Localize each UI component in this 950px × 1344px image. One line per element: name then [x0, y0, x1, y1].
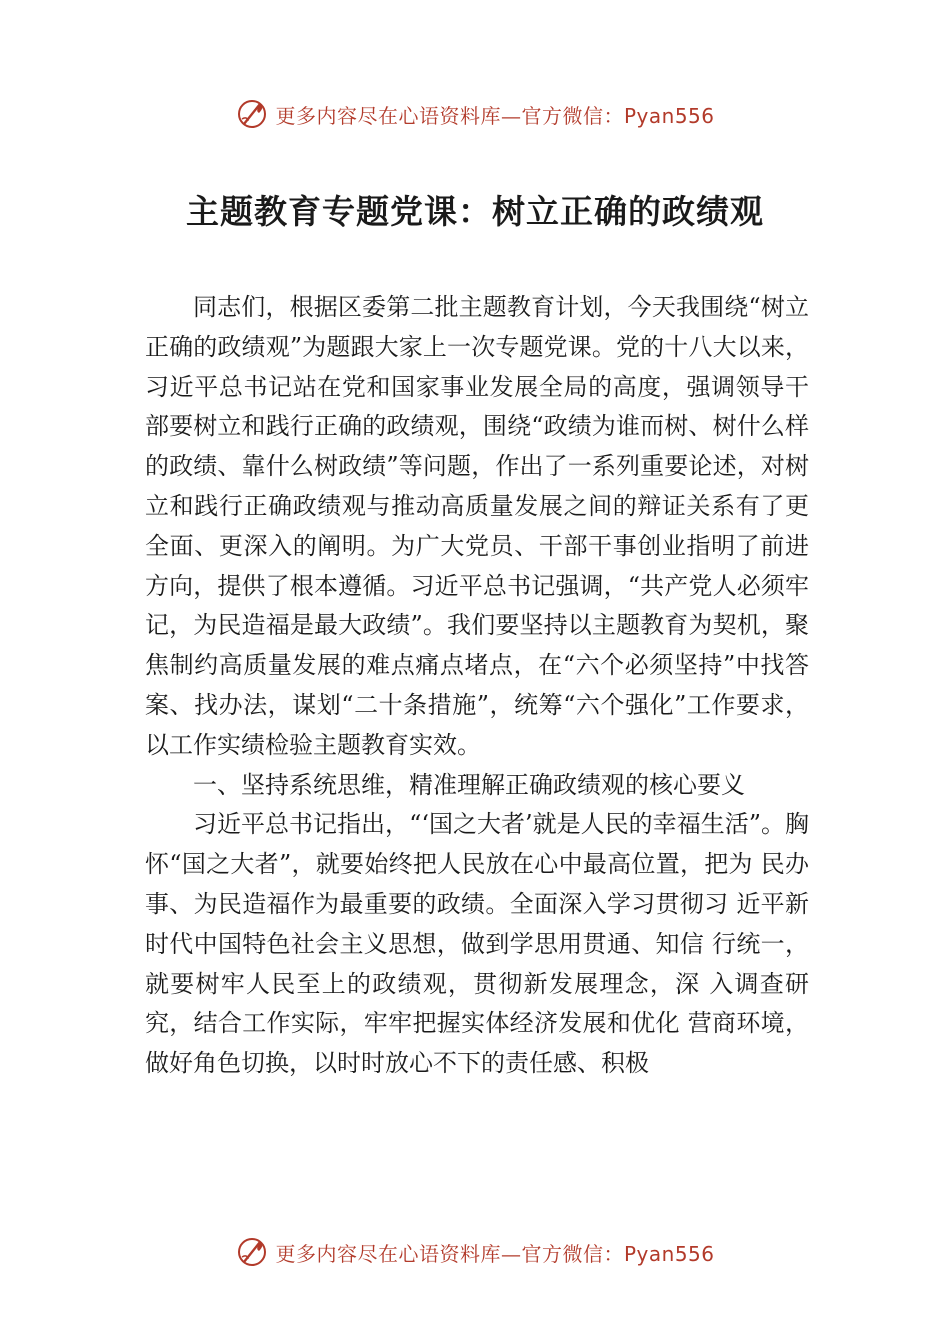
- banner-label: 更多内容尽在心语资料库—官方微信：: [275, 103, 624, 128]
- header-banner: [0, 94, 950, 134]
- paragraph-section-1: 习近平总书记指出，“‘国之大者’就是人民的幸福生活”。胸怀“国之大者”，就要始终把人民放在心中最高位置，把为 民办事、为民造福作为最重要的政绩。全面深入学习贯彻习 近平新时代中国特色社会主义思想，做到学思用贯通、知信 行统一，就要树牢人民至上的政绩观，贯彻新发展理念，深 入调查研究，结合工作实际，牢牢把握实体经济发展和优化 营商环境，做好角色切换，以时时放心不下的责任感、积极: [145, 810, 809, 1078]
- footer-banner: [0, 1232, 950, 1272]
- quill-logo-icon: [235, 1235, 269, 1269]
- banner-text: [275, 1238, 714, 1267]
- document-body: [145, 288, 809, 1084]
- banner-label: 更多内容尽在心语资料库—官方微信：: [275, 1241, 624, 1266]
- wechat-id: Pyan556: [623, 1241, 715, 1266]
- quill-logo-icon: [235, 97, 269, 131]
- paragraph-intro: 同志们，根据区委第二批主题教育计划，今天我围绕“树立正确的政绩观”为题跟大家上一次专题党课。党的十八大以来，习近平总书记站在党和国家事业发展全局的高度，强调领导干部要树立和践行正确的政绩观，围绕“政绩为谁而树、树什么样的政绩、靠什么树政绩”等问题，作出了一系列重要论述，对树立和践行正确政绩观与推动高质量发展之间的辩证关系有了更全面、更深入的阐明。为广大党员、干部干事创业指明了前进方向，提供了根本遵循。习近平总书记强调，“共产党人必须牢记，为民造福是最大政绩”。我们要坚持以主题教育为契机，聚焦制约高质量发展的难点痛点堵点，在“六个必须坚持”中找答案、找办法，谋划“二十条措施”，统筹“六个强化”工作要求，以工作实绩检验主题教育实效。: [145, 293, 809, 759]
- document-title: 主题教育专题党课：树立正确的政绩观: [186, 192, 764, 231]
- banner-text: [275, 100, 714, 129]
- section-heading-1: 一、坚持系统思维，精准理解正确政绩观的核心要义: [193, 770, 745, 799]
- wechat-id: Pyan556: [623, 103, 715, 128]
